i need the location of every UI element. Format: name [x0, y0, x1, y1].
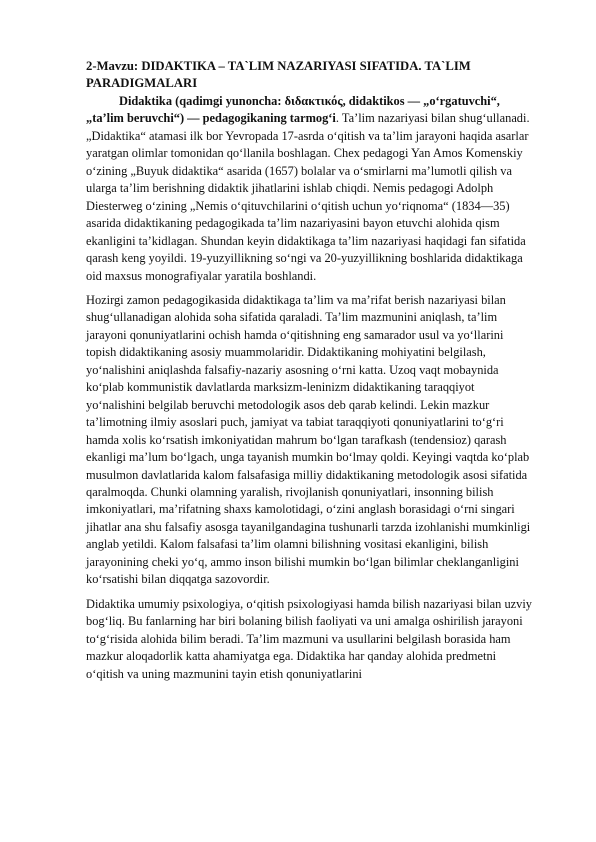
page-title: 2-Mavzu: DIDAKTIKA – TA`LIM NAZARIYASI SIFATIDA. TA`LIM PARADIGMALARI [86, 59, 471, 90]
paragraph-3: Didaktika umumiy psixologiya, o‘qitish psixologiyasi hamda bilish nazariyasi bilan uzviy bog‘liq. Bu fanlarning har biri bolaning bilish faoliyati va uni amalga oshirilish jarayoni to‘g‘risida alohida bilim beradi. Ta’lim mazmuni va usullarini belgilash borasida ham mazkur aloqadorlik katta ahamiyatga ega. Didaktika har qanday alohida predmetni o‘qitish va uning mazmunini tayin etish qonuniyatlarini [86, 596, 533, 681]
paragraph-2: Hozirgi zamon pedagogikasida didaktikaga ta’lim va ma’rifat berish nazariyasi bilan shug‘ullanadigan alohida soha sifatida qaraladi. Ta’lim mazmunini aniqlash, ta’lim jarayoni qonuniyatlarini ochish hamda o‘qitishning eng samarador usul va yo‘llarini topish didaktikaning asosiy muammolaridir. Didaktikaning mohiyatini belgilash, yo‘nalishini aniqlashda falsafiy-nazariy asosning o‘rni katta. Uzoq vaqt mobaynida ko‘plab kommunistik davlatlarda marksizm-leninizm didaktikaning taraqqiyot yo‘nalishini belgilab beruvchi metodologik asos deb qarab kelindi. Lekin mazkur ta’limotning ilmiy asoslari puch, jamiyat va tabiat taraqqiyoti qonuniyatlarini to‘g‘ri hamda xolis ko‘rsatish imkoniyatidan mahrum bo‘lgan tarafkash (tendensioz) qarash ekanligi ma’lum bo‘lgach, unga tayanish mumkin bo‘lmay qoldi. Keyingi vaqtda ko‘plab musulmon davlatlarida kalom falsafasiga milliy didaktikaning metodologik asosi sifatida qaralmoqda. Chunki olamning yaralish, rivojlanish qonuniyatlari, insonning bilish imkoniyatlari, ma’rifatning shaxs kamolotidagi, o‘zini anglash borasidagi o‘rni singari jihatlar ana shu falsafiy asosga tayanilgandagina tushunarli tarzda izohlanishi mumkinligi anglab yetildi. Kalom falsafasi ta’lim olamni bilishning vositasi ekanligini, bilish jarayonining cheki yo‘q, ammo inson bilishi mumkin bo‘lgan bilimlar cheklanganligini ko‘rsatishi bilan diqqatga sazovordir. [86, 292, 531, 587]
paragraph-1-text: . Ta’lim nazariyasi bilan shug‘ullanadi. „Didaktika“ atamasi ilk bor Yevropada 17-asrda o‘qitish va ta’lim jarayoni haqida asarlar yaratgan olimlar tomonidan qo‘llanila boshlagan. Chex pedagogi Yan Amos Komenskiy o‘zining „Buyuk didaktika“ asarida (1657) bolalar va o‘smirlarni ma’lumotli qilish va ularga ta’lim berishning didaktik jihatlarini ishlab chiqdi. Nemis pedagogi Adolph Diesterweg o‘zining „Nemis o‘qituvchilarini o‘qitish uchun yo‘riqnoma“ (1834—35) asarida didaktikaning pedagogikada ta’lim nazariyasini bayon etuvchi alohida qism ekanligini ta’kidlagan. Shundan keyin didaktikaga ta’lim nazariyasi haqidagi fan sifatida qarash keng yoyildi. 19-yuzyillikning so‘ngi va 20-yuzyillikning boshlarida didaktikaga oid maxsus monografiyalar yaratila boshlandi. [86, 111, 530, 283]
definition-lead: Didaktika (qadimgi yunoncha: διδακτικός, didaktikos — „o‘rgatuvchi“, „ta’lim beruvchi“) — pedagogikaning tarmog‘i [86, 94, 500, 126]
paragraph-1 [86, 93, 532, 285]
document-page [86, 58, 532, 683]
